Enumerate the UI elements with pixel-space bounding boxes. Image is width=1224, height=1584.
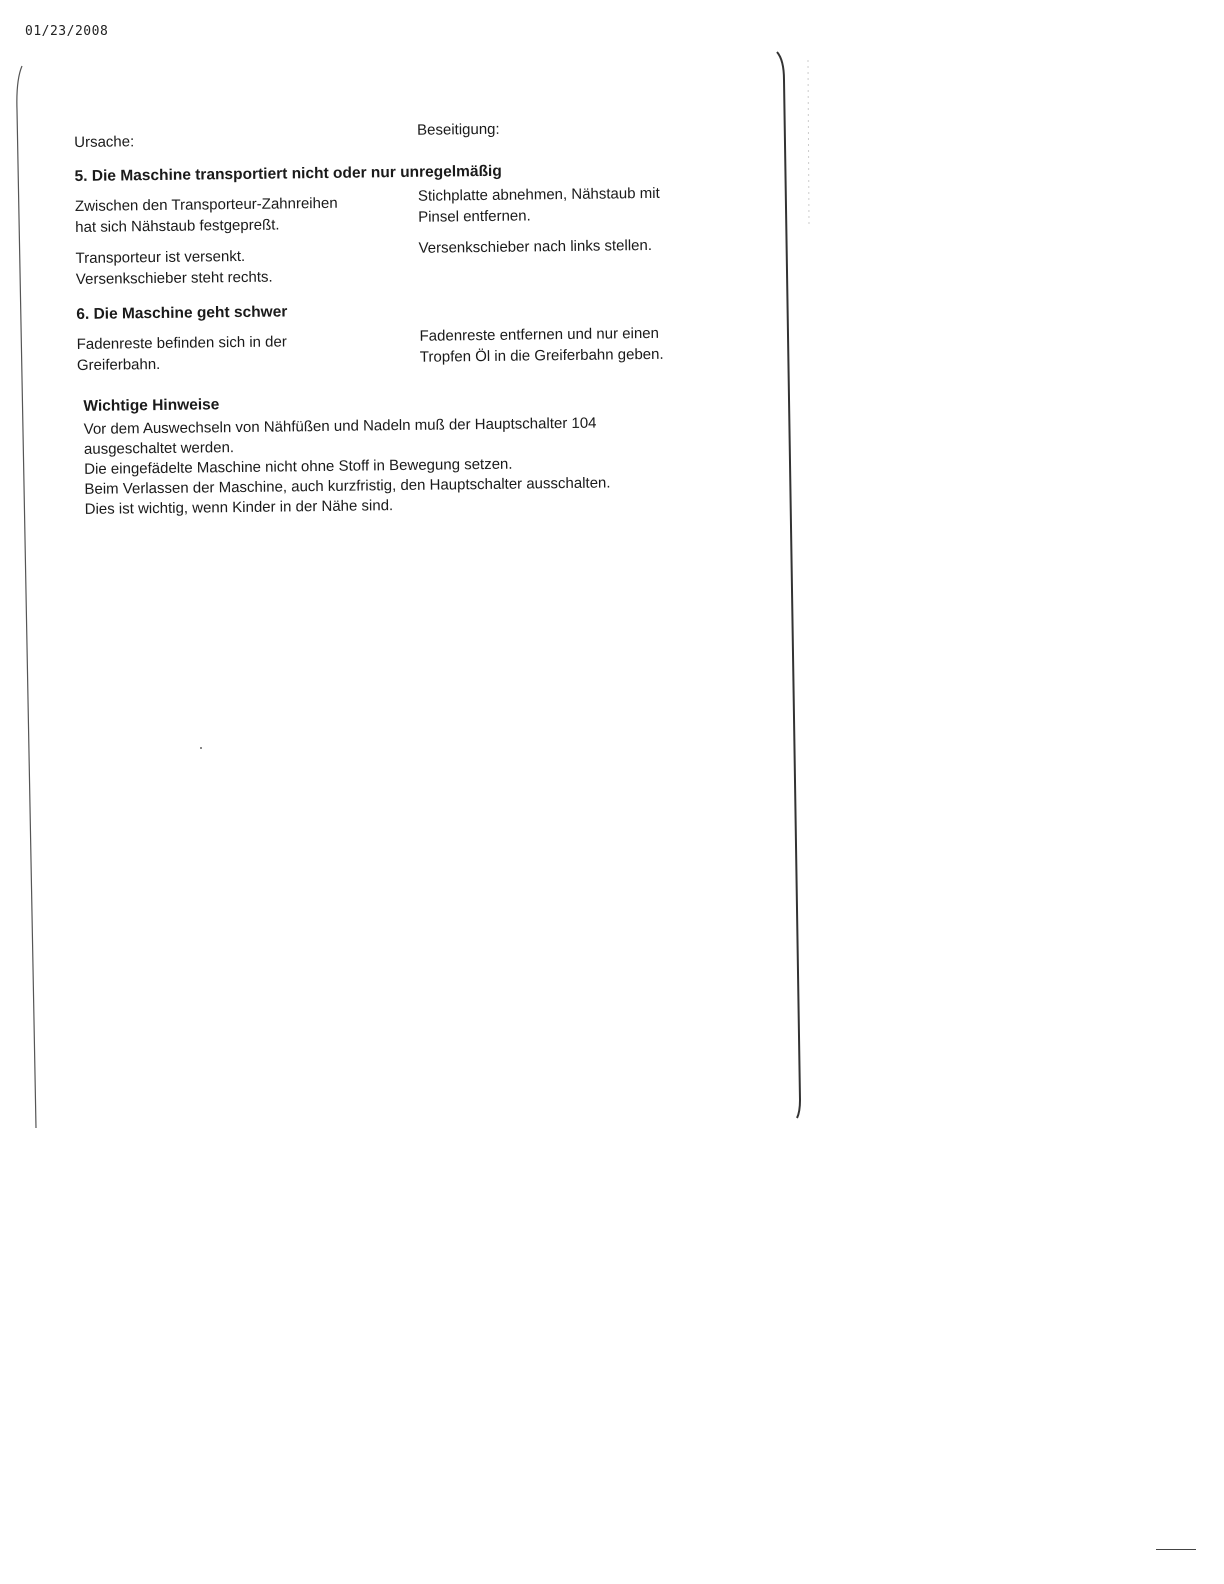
problem-row [77, 326, 737, 376]
cause-line: Zwischen den Transporteur-Zahnreihen [74, 194, 338, 215]
fix-text [418, 182, 736, 234]
cause-line: Greiferbahn. [76, 355, 161, 374]
problem-row [75, 236, 735, 290]
right-border-line [777, 52, 800, 1118]
fix-text [419, 322, 737, 372]
fix-line: Fadenreste entfernen und nur einen [419, 324, 660, 345]
cause-text [75, 244, 418, 290]
cause-text [77, 330, 420, 376]
notes-body [84, 412, 739, 520]
notes-title: Wichtige Hinweise [83, 396, 220, 415]
cause-line: Fadenreste befinden sich in der [76, 333, 287, 353]
troubleshooting-content [74, 118, 739, 520]
right-margin-speckle-line [808, 60, 809, 225]
cause-line: Transporteur ist versenkt. [75, 247, 246, 267]
fix-line: Stichplatte abnehmen, Nähstaub mit [417, 184, 660, 205]
corner-scan-mark [1156, 1549, 1196, 1550]
scan-speck [200, 747, 202, 749]
section-title: 5. Die Maschine transportiert nicht oder nur unregelmäßig [74, 162, 502, 185]
section-title: 6. Die Maschine geht schwer [76, 303, 288, 323]
fix-line: Pinsel entfernen. [418, 207, 531, 226]
notes-line: Die eingefädelte Maschine nicht ohne Stoff in Bewegung setzen. [84, 455, 513, 478]
notes-line: ausgeschaltet werden. [83, 439, 235, 458]
fix-line: Tropfen Öl in die Greiferbahn geben. [419, 345, 664, 366]
left-border-line [17, 66, 36, 1128]
notes-line: Beim Verlassen der Maschine, auch kurzfristig, den Hauptschalter ausschalten. [84, 474, 611, 498]
cause-line: Versenkschieber steht rechts. [75, 268, 273, 288]
fix-line: Versenkschieber nach links stellen. [418, 236, 653, 257]
notes-line: Vor dem Auswechseln von Nähfüßen und Nadeln muß der Hauptschalter 104 [83, 414, 597, 438]
cause-line: hat sich Nähstaub festgepreßt. [75, 216, 280, 236]
fax-date-stamp: 01/23/2008 [25, 24, 109, 39]
cause-text [75, 192, 418, 238]
fix-column-header: Beseitigung: [416, 120, 500, 139]
fix-text [418, 234, 736, 286]
notes-line: Dies ist wichtig, wenn Kinder in der Nähe sind. [84, 497, 394, 518]
problem-row [74, 184, 735, 238]
column-headers [74, 118, 734, 152]
cause-column-header: Ursache: [74, 133, 135, 151]
